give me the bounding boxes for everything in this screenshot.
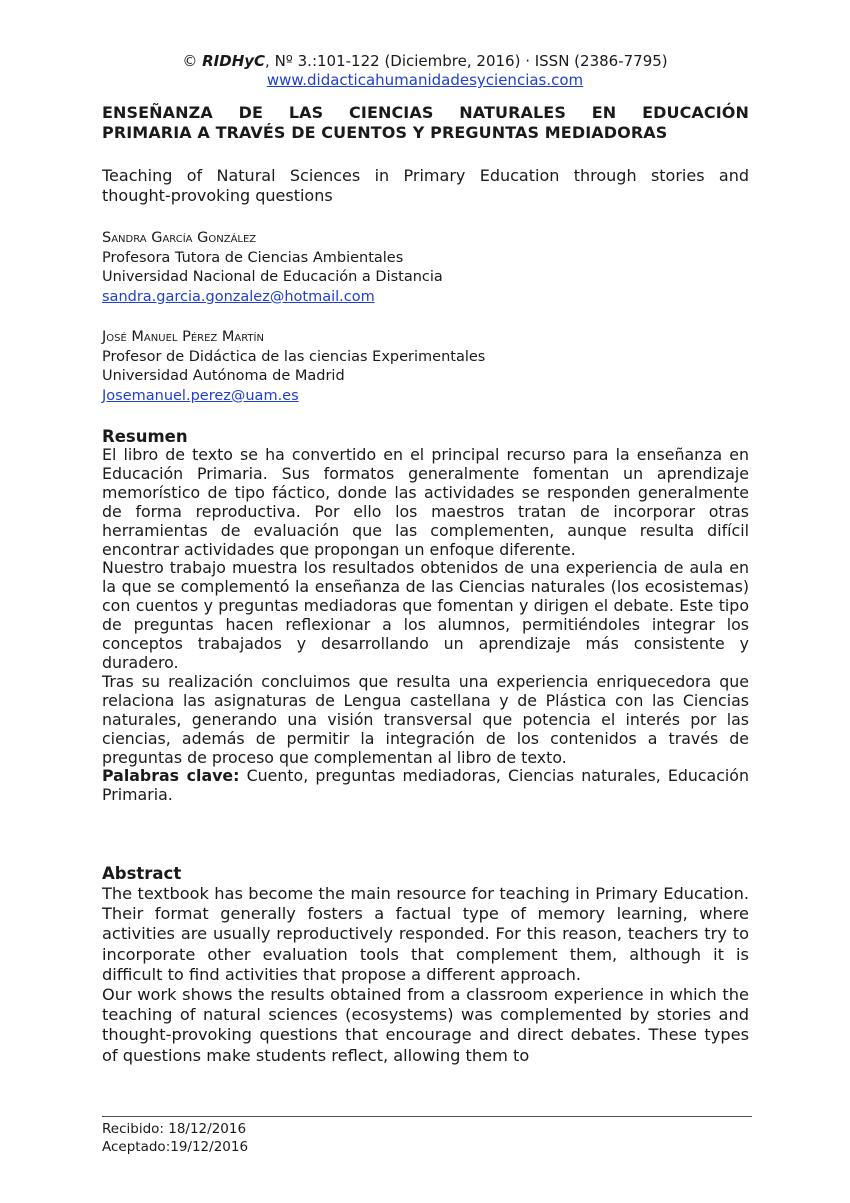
journal-header [0, 52, 850, 90]
author-block [102, 229, 749, 307]
paper-title [102, 103, 749, 143]
author-name: Sandra García González [102, 230, 257, 246]
author-email-link[interactable]: sandra.garcia.gonzalez@hotmail.com [102, 288, 375, 305]
journal-citation [0, 52, 850, 71]
author-block [102, 328, 749, 406]
abstract-heading: Abstract [102, 864, 182, 883]
resumen-body [102, 446, 749, 805]
resumen-paragraph: Nuestro trabajo muestra los resultados obtenidos de una experiencia de aula en la que se complementó la enseñanza de las Ciencias naturales (los ecosistemas) con cuentos y preguntas mediadoras que fomentan y dirigen el debate. Este tipo de preguntas hacen reflexionar a los alumnos, permitiéndoles integrar los conceptos trabajados y desarrollando un aprendizaje más consistente y duradero. [102, 558, 749, 672]
title-line-1: ENSEÑANZA DE LAS CIENCIAS NATURALES EN EDUCACIÓN [102, 103, 749, 122]
title-line-2: PRIMARIA A TRAVÉS DE CUENTOS Y PREGUNTAS MEDIADORAS [102, 123, 668, 142]
resumen-paragraph: El libro de texto se ha convertido en el principal recurso para la enseñanza en Educación Primaria. Sus formatos generalmente fomentan un aprendizaje memorístico de tipo fáctico, donde las actividades se responden generalmente de forma reproductiva. Por ello los maestros tratan de incorporar otras herramientas de evaluación que las complementen, aunque resulta difícil encontrar actividades que propongan un enfoque diferente. [102, 445, 749, 559]
author-institution: Universidad Nacional de Educación a Distancia [102, 269, 443, 285]
author-email-link[interactable]: Josemanuel.perez@uam.es [102, 387, 299, 404]
resumen-paragraph: Tras su realización concluimos que resulta una experiencia enriquecedora que relaciona las asignaturas de Lengua castellana y de Plástica con las Ciencias naturales, generando una visión transversal que potencia el interés por las ciencias, además de permitir la integración de los contenidos a través de preguntas de proceso que complementan al libro de texto. [102, 671, 749, 767]
keywords-label: Palabras clave: [102, 766, 240, 786]
journal-website-link[interactable]: www.didacticahumanidadesyciencias.com [266, 71, 584, 89]
received-date: Recibido: 18/12/2016 [102, 1121, 247, 1137]
abstract-paragraph: Our work shows the results obtained from a classroom experience in which the teaching of natural sciences (ecosystems) was complemented by stories and thought-provoking questions that encourage and direct debates. These types of questions make students reflect, allowing them to [102, 985, 749, 1065]
keywords-line [102, 767, 749, 805]
author-name: José Manuel Pérez Martín [102, 329, 264, 345]
author-position: Profesor de Didáctica de las ciencias Experimentales [102, 348, 486, 365]
resumen-heading: Resumen [102, 427, 188, 446]
issue-info: , Nº 3.:101-122 (Diciembre, 2016) · ISSN (2386-7795) [265, 52, 668, 70]
footer-dates [102, 1120, 248, 1156]
author-institution: Universidad Autónoma de Madrid [102, 368, 345, 384]
abstract-paragraph: The textbook has become the main resource for teaching in Primary Education. Their format generally fosters a factual type of memory learning, where activities are usually reproductively responded. For this reason, teachers try to incorporate other evaluation tools that complement them, although it is difficult to find activities that propose a different approach. [102, 884, 749, 984]
copyright-symbol: © [182, 52, 203, 70]
paper-subtitle [102, 166, 749, 206]
author-position: Profesora Tutora de Ciencias Ambientales [102, 249, 404, 266]
subtitle-line-1: Teaching of Natural Sciences in Primary Education through stories and [102, 166, 749, 185]
journal-name: RIDHyC [202, 52, 266, 70]
footer-divider [102, 1116, 752, 1117]
abstract-body [102, 884, 749, 1066]
accepted-date: Aceptado:19/12/2016 [102, 1139, 249, 1155]
subtitle-line-2: thought-provoking questions [102, 186, 333, 205]
keywords-text: Cuento, preguntas mediadoras, Ciencias naturales, Educación Primaria. [102, 766, 749, 805]
